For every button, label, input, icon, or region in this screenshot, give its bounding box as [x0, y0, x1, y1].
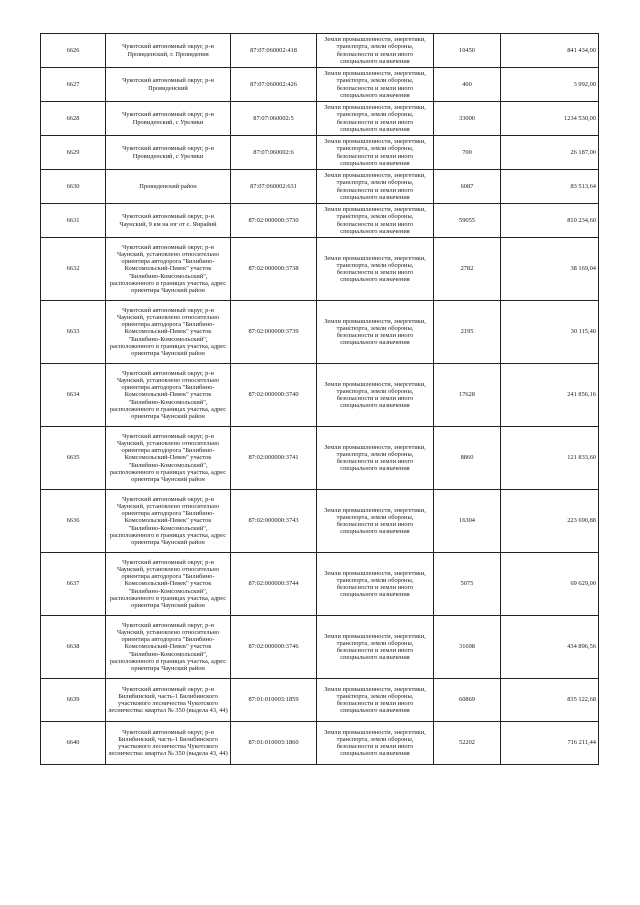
value-cell: 841 434,00: [501, 34, 599, 68]
area-cell: 8860: [434, 427, 501, 490]
table-body: [41, 34, 599, 765]
area-cell: 59055: [434, 204, 501, 238]
row-number: 6637: [41, 553, 106, 616]
location-cell: Чукотский автономный округ, р-н Билибинский, часть-1 Билибинского участкового лесничества Чукотского лесничества: квартал № 350 (выдела 43, 44): [106, 679, 231, 722]
value-cell: 810 234,60: [501, 204, 599, 238]
location-cell: Чукотский автономный округ, р-н Провиденский: [106, 68, 231, 102]
row-number: 6629: [41, 136, 106, 170]
row-number: 6627: [41, 68, 106, 102]
value-cell: 223 690,88: [501, 490, 599, 553]
area-cell: 33000: [434, 102, 501, 136]
land-category: Земли промышленности, энергетики, транспорта, земли обороны, безопасности и земли иного специального назначения: [317, 204, 434, 238]
location-cell: Провиденский район: [106, 170, 231, 204]
row-number: 6636: [41, 490, 106, 553]
land-category: Земли промышленности, энергетики, транспорта, земли обороны, безопасности и земли иного специального назначения: [317, 68, 434, 102]
land-category: Земли промышленности, энергетики, транспорта, земли обороны, безопасности и земли иного специального назначения: [317, 301, 434, 364]
row-number: 6626: [41, 34, 106, 68]
table-row: [41, 238, 599, 301]
table-row: [41, 34, 599, 68]
table-row: [41, 679, 599, 722]
area-cell: 16304: [434, 490, 501, 553]
location-cell: Чукотский автономный округ, р-н Чаунский, установлено относительно ориентира автодорога "Билибино-Комсомольский-Певек" участок "Билибино-Комсомольский", расположенного в границах участка, адрес ориентира Чаунский район: [106, 427, 231, 490]
cadastral-number: 87:07:060002:426: [231, 68, 317, 102]
table-row: [41, 490, 599, 553]
location-cell: Чукотский автономный округ, р-н Чаунский, установлено относительно ориентира автодорога "Билибино-Комсомольский-Певек" участок "Билибино-Комсомольский", расположенного в границах участка, адрес ориентира Чаунский район: [106, 364, 231, 427]
location-cell: Чукотский автономный округ, р-н Чаунский, установлено относительно ориентира автодорога "Билибино-Комсомольский-Певек" участок "Билибино-Комсомольский", расположенного в границах участка, адрес ориентира Чаунский район: [106, 490, 231, 553]
cadastral-number: 87:02:000000:3746: [231, 616, 317, 679]
land-category: Земли промышленности, энергетики, транспорта, земли обороны, безопасности и земли иного специального назначения: [317, 170, 434, 204]
row-number: 6639: [41, 679, 106, 722]
row-number: 6633: [41, 301, 106, 364]
cadastral-number: 87:02:000000:3741: [231, 427, 317, 490]
value-cell: 30 115,40: [501, 301, 599, 364]
location-cell: Чукотский автономный округ, р-н Чаунский, установлено относительно ориентира автодорога "Билибино-Комсомольский-Певек" участок "Билибино-Комсомольский", расположенного в границах участка, адрес ориентира Чаунский район: [106, 238, 231, 301]
table-row: [41, 170, 599, 204]
land-category: Земли промышленности, энергетики, транспорта, земли обороны, безопасности и земли иного специального назначения: [317, 136, 434, 170]
land-category: Земли промышленности, энергетики, транспорта, земли обороны, безопасности и земли иного специального назначения: [317, 490, 434, 553]
area-cell: 400: [434, 68, 501, 102]
row-number: 6628: [41, 102, 106, 136]
cadastral-number: 87:02:000000:3739: [231, 301, 317, 364]
area-cell: 52202: [434, 722, 501, 765]
table-row: [41, 364, 599, 427]
location-cell: Чукотский автономный округ, р-н Провиденский, с Урелики: [106, 102, 231, 136]
cadastral-number: 87:02:000000:3744: [231, 553, 317, 616]
area-cell: 5075: [434, 553, 501, 616]
table-row: [41, 722, 599, 765]
table-row: [41, 102, 599, 136]
land-category: Земли промышленности, энергетики, транспорта, земли обороны, безопасности и земли иного специального назначения: [317, 427, 434, 490]
value-cell: 121 833,60: [501, 427, 599, 490]
table-row: [41, 136, 599, 170]
location-cell: Чукотский автономный округ, р-н Чаунский, установлено относительно ориентира автодорога "Билибино-Комсомольский-Певек" участок "Билибино-Комсомольский", расположенного в границах участка, адрес ориентира Чаунский район: [106, 553, 231, 616]
area-cell: 60869: [434, 679, 501, 722]
table-row: [41, 427, 599, 490]
location-cell: Чукотский автономный округ, р-н Чаунский, установлено относительно ориентира автодорога "Билибино-Комсомольский-Певек" участок "Билибино-Комсомольский", расположенного в границах участка, адрес ориентира Чаунский район: [106, 616, 231, 679]
row-number: 6632: [41, 238, 106, 301]
area-cell: 2782: [434, 238, 501, 301]
land-category: Земли промышленности, энергетики, транспорта, земли обороны, безопасности и земли иного специального назначения: [317, 722, 434, 765]
cadastral-number: 87:07:060002:5: [231, 102, 317, 136]
land-category: Земли промышленности, энергетики, транспорта, земли обороны, безопасности и земли иного специального назначения: [317, 102, 434, 136]
location-cell: Чукотский автономный округ, р-н Провиденский, с Урелики: [106, 136, 231, 170]
cadastral-number: 87:02:000000:3730: [231, 204, 317, 238]
table-row: [41, 616, 599, 679]
value-cell: 69 629,00: [501, 553, 599, 616]
table-row: [41, 204, 599, 238]
value-cell: 26 187,00: [501, 136, 599, 170]
row-number: 6631: [41, 204, 106, 238]
value-cell: 835 122,68: [501, 679, 599, 722]
table-row: [41, 68, 599, 102]
land-category: Земли промышленности, энергетики, транспорта, земли обороны, безопасности и земли иного специального назначения: [317, 616, 434, 679]
cadastral-number: 87:01:010003:1859: [231, 679, 317, 722]
area-cell: 700: [434, 136, 501, 170]
cadastral-number: 87:07:060002:631: [231, 170, 317, 204]
value-cell: 716 211,44: [501, 722, 599, 765]
area-cell: 17628: [434, 364, 501, 427]
land-category: Земли промышленности, энергетики, транспорта, земли обороны, безопасности и земли иного специального назначения: [317, 679, 434, 722]
area-cell: 2195: [434, 301, 501, 364]
cadastral-number: 87:02:000000:3738: [231, 238, 317, 301]
table-row: [41, 301, 599, 364]
land-registry-table: [40, 33, 599, 765]
cadastral-number: 87:07:060002:418: [231, 34, 317, 68]
location-cell: Чукотский автономный округ, р-н Провиденский, г. Провидения: [106, 34, 231, 68]
row-number: 6634: [41, 364, 106, 427]
land-category: Земли промышленности, энергетики, транспорта, земли обороны, безопасности и земли иного специального назначения: [317, 364, 434, 427]
row-number: 6635: [41, 427, 106, 490]
value-cell: 434 896,56: [501, 616, 599, 679]
cadastral-number: 87:02:000000:3743: [231, 490, 317, 553]
row-number: 6638: [41, 616, 106, 679]
row-number: 6630: [41, 170, 106, 204]
cadastral-number: 87:07:060002:6: [231, 136, 317, 170]
land-category: Земли промышленности, энергетики, транспорта, земли обороны, безопасности и земли иного специального назначения: [317, 238, 434, 301]
value-cell: 38 169,04: [501, 238, 599, 301]
cadastral-number: 87:02:000000:3740: [231, 364, 317, 427]
cadastral-number: 87:01:010003:1860: [231, 722, 317, 765]
value-cell: 83 513,64: [501, 170, 599, 204]
land-category: Земли промышленности, энергетики, транспорта, земли обороны, безопасности и земли иного специального назначения: [317, 34, 434, 68]
land-category: Земли промышленности, энергетики, транспорта, земли обороны, безопасности и земли иного специального назначения: [317, 553, 434, 616]
table-row: [41, 553, 599, 616]
location-cell: Чукотский автономный округ, р-н Билибинский, часть-1 Билибинского участкового лесничества Чукотского лесничества: квартал № 350 (выдела 43, 44): [106, 722, 231, 765]
value-cell: 1234 530,00: [501, 102, 599, 136]
location-cell: Чукотский автономный округ, р-н Чаунский, установлено относительно ориентира автодорога "Билибино-Комсомольский-Певек" участок "Билибино-Комсомольский", расположенного в границах участка, адрес ориентира Чаунский район: [106, 301, 231, 364]
location-cell: Чукотский автономный округ, р-н Чаунский, 9 км на юг от с. Янрайнй: [106, 204, 231, 238]
value-cell: 241 856,16: [501, 364, 599, 427]
area-cell: 31698: [434, 616, 501, 679]
area-cell: 10450: [434, 34, 501, 68]
row-number: 6640: [41, 722, 106, 765]
area-cell: 6087: [434, 170, 501, 204]
value-cell: 3 992,00: [501, 68, 599, 102]
